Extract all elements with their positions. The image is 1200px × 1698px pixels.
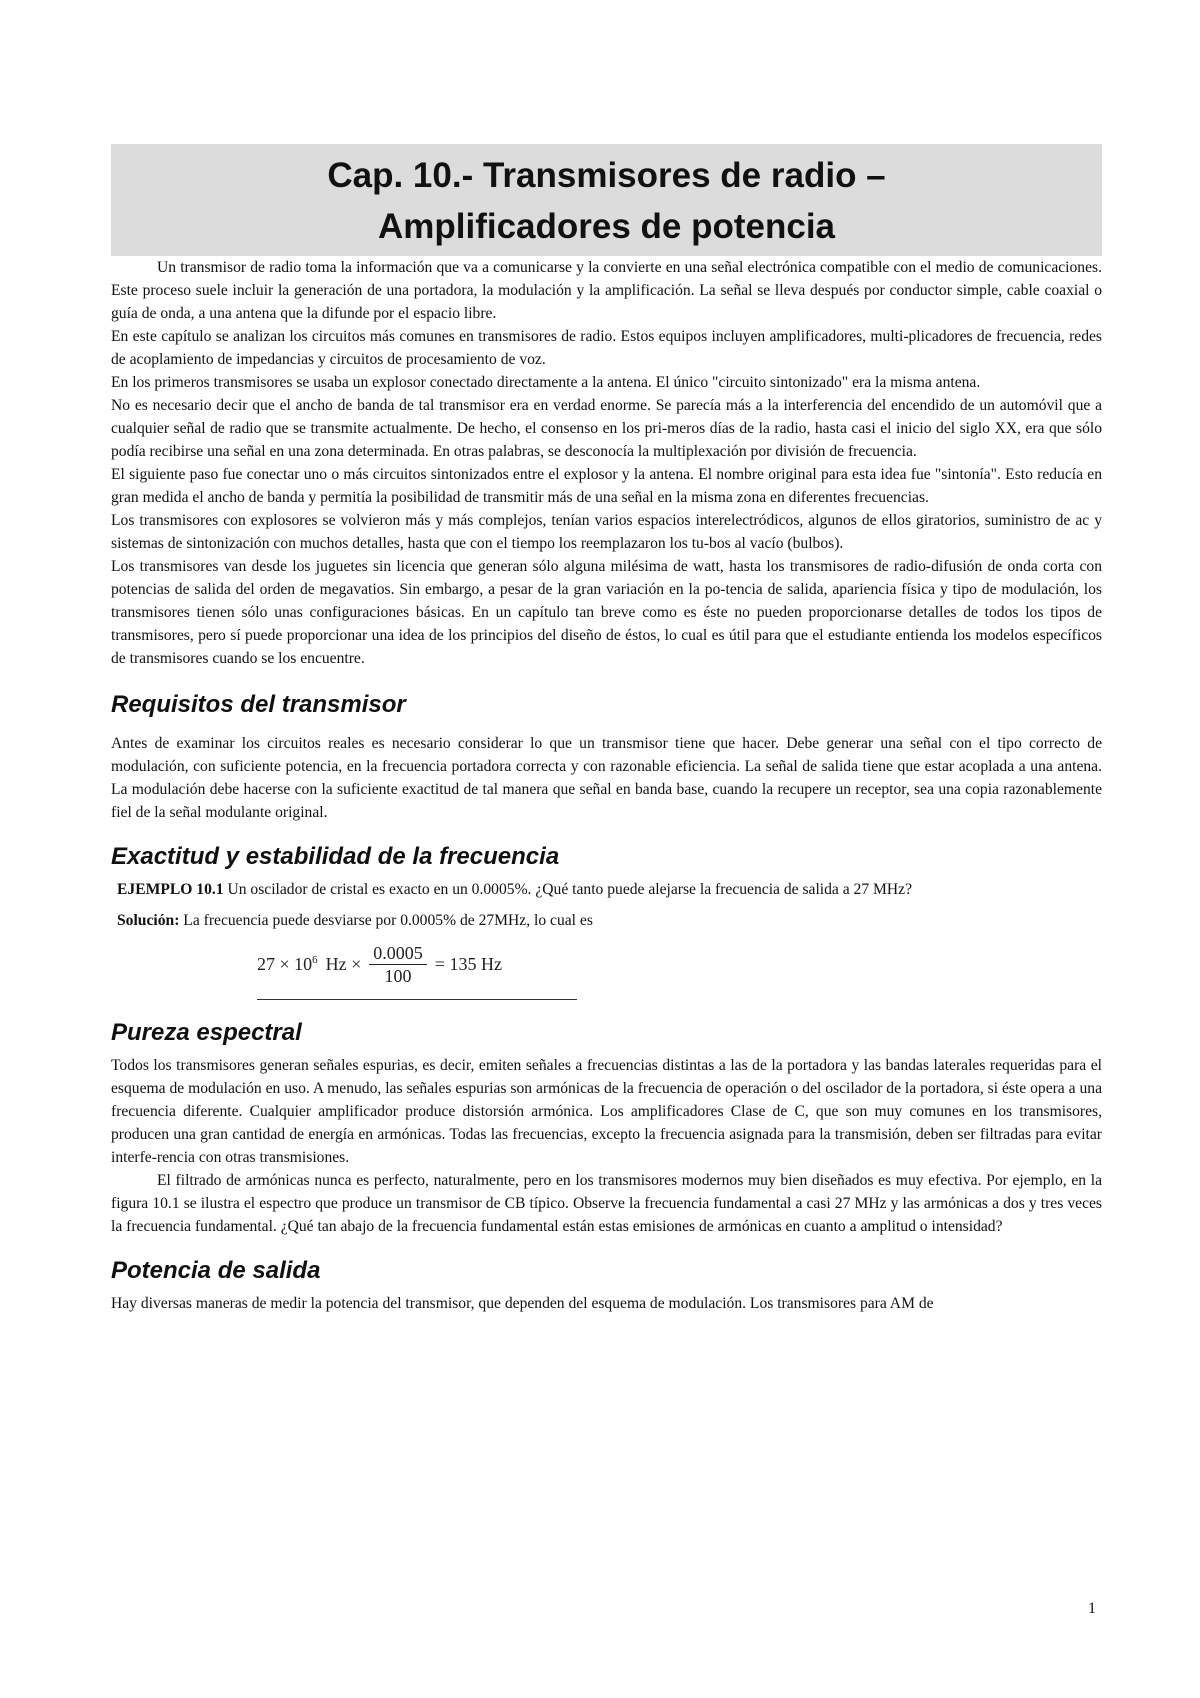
requisitos-paragraph: Antes de examinar los circuitos reales es necesario considerar lo que un transmisor tiene que hacer. Debe generar una señal con el tipo correcto de modulación, con suficiente potencia, en la frecuencia portadora correcta y con razonable eficiencia. La señal de salida tiene que estar acoplada a una antena. La modulación debe hacerse con la suficiente exactitud de tal manera que señal en banda base, cuando la recupere un receptor, sea una copia razonablemente fiel de la señal modulante original. [111, 735, 1102, 821]
formula-numerator: 0.0005 [369, 942, 427, 965]
example-statement [117, 878, 1102, 901]
solution-label: Solución: [117, 912, 180, 929]
frequency-formula [257, 942, 577, 1000]
intro-paragraph: Los transmisores con explosores se volvieron más y más complejos, tenían varios espacios interelectródicos, algunos de ellos giratorios, suministro de ac y sistemas de sintonización con muchos detalles, hasta que con el tiempo los reemplazaron los tu-bos al vacío (bulbos). [111, 512, 1102, 552]
intro-paragraph: No es necesario decir que el ancho de banda de tal transmisor era en verdad enorme. Se parecía más a la interferencia del encendido de un automóvil que a cualquier señal de radio que se transmite actualmente. De hecho, el consenso en los pri-meros días de la radio, hasta casi el inicio del siglo XX, era que sólo podía recibirse una señal en una zona determinada. En otras palabras, se desconocía la multiplexación por división de frecuencia. [111, 397, 1102, 460]
pureza-paragraph-1: Todos los transmisores generan señales espurias, es decir, emiten señales a frecuencias distintas a las de la portadora y las bandas laterales requeridas para el esquema de modulación en uso. A menudo, las señales espurias son armónicas de la frecuencia de operación o del oscilador de la portadora, si éste opera a una frecuencia diferente. Cualquier amplificador produce distorsión armónica. Los amplificadores Clase de C, que son muy comunes en los transmisores, producen una gran cantidad de energía en armónicas. Todas las frecuencias, excepto la frecuencia asignada para la transmisión, deben ser filtradas para evitar interfe-rencia con otras transmisiones. [111, 1057, 1102, 1166]
formula-result: = 135 Hz [434, 954, 502, 974]
solution-statement [117, 909, 1102, 932]
solution-text: La frecuencia puede desviarse por 0.0005% de 27MHz, lo cual es [183, 912, 593, 929]
potencia-paragraph: Hay diversas maneras de medir la potencia del transmisor, que dependen del esquema de modulación. Los transmisores para AM de [111, 1295, 934, 1312]
intro-paragraph: En los primeros transmisores se usaba un explosor conectado directamente a la antena. El único "circuito sintonizado" era la misma antena. [111, 374, 981, 391]
intro-paragraph: Los transmisores van desde los juguetes sin licencia que generan sólo alguna milésima de watt, hasta los transmisores de radio-difusión de onda corta con potencias de salida del orden de megavatios. Sin embargo, a pesar de la gran variación en la po-tencia de salida, apariencia física y tipo de modulación, los transmisores tienen sólo unas configuraciones básicas. En un capítulo tan breve como es éste no pueden proporcionarse detalles de todos los tipos de transmisores, pero sí puede proporcionar una idea de los principios del diseño de éstos, lo cual es útil para que el estudiante entienda los modelos específicos de transmisores cuando se los encuentre. [111, 558, 1102, 667]
section-heading-pureza: Pureza espectral [111, 1019, 302, 1046]
formula-exponent: 6 [312, 954, 318, 966]
chapter-title-line-1: Cap. 10.- Transmisores de radio – [327, 156, 886, 195]
example-block [111, 878, 1102, 1000]
document-page [111, 144, 1102, 1315]
section-heading-requisitos: Requisitos del transmisor [111, 691, 406, 718]
intro-section [111, 256, 1102, 670]
formula-denominator: 100 [384, 966, 412, 986]
formula-fraction [369, 942, 427, 987]
intro-paragraph: En este capítulo se analizan los circuitos más comunes en transmisores de radio. Estos equipos incluyen amplificadores, multi-plicadores de frecuencia, redes de acoplamiento de impedancias y circuitos de procesamiento de voz. [111, 328, 1102, 368]
section-heading-potencia: Potencia de salida [111, 1257, 321, 1284]
chapter-title [111, 150, 1102, 252]
chapter-title-banner [111, 144, 1102, 256]
intro-paragraph: El siguiente paso fue conectar uno o más circuitos sintonizados entre el explosor y la antena. El nombre original para esta idea fue "sintonía". Esto reducía en gran medida el ancho de banda y permitía la posibilidad de transmitir más de una señal en la misma zona en diferentes frecuencias. [111, 466, 1102, 506]
formula-unit: Hz × [325, 954, 362, 974]
example-text: Un oscilador de cristal es exacto en un 0.0005%. ¿Qué tanto puede alejarse la frecuencia de salida a 27 MHz? [227, 881, 913, 898]
page-number: 1 [1088, 1600, 1096, 1617]
example-label: EJEMPLO 10.1 [117, 881, 224, 898]
intro-paragraph: Un transmisor de radio toma la información que va a comunicarse y la convierte en una señal electrónica compatible con el medio de comunicaciones. Este proceso suele incluir la generación de una portadora, la modulación y la amplificación. La señal se lleva después por conductor simple, cable coaxial o guía de onda, a una antena que la difunde por el espacio libre. [111, 259, 1102, 322]
section-heading-exactitud: Exactitud y estabilidad de la frecuencia [111, 843, 560, 870]
chapter-title-line-2: Amplificadores de potencia [377, 207, 836, 246]
formula-base: $27 \times 10^6$ [257, 954, 318, 974]
pureza-paragraph-2: El filtrado de armónicas nunca es perfecto, naturalmente, pero en los transmisores modernos muy bien diseñados es muy efectiva. Por ejemplo, en la figura 10.1 se ilustra el espectro que produce un transmisor de CB típico. Observe la frecuencia fundamental a casi 27 MHz y las armónicas a dos y tres veces la frecuencia fundamental. ¿Qué tan abajo de la frecuencia fundamental están estas emisiones de armónicas en cuanto a amplitud o intensidad? [111, 1172, 1102, 1235]
